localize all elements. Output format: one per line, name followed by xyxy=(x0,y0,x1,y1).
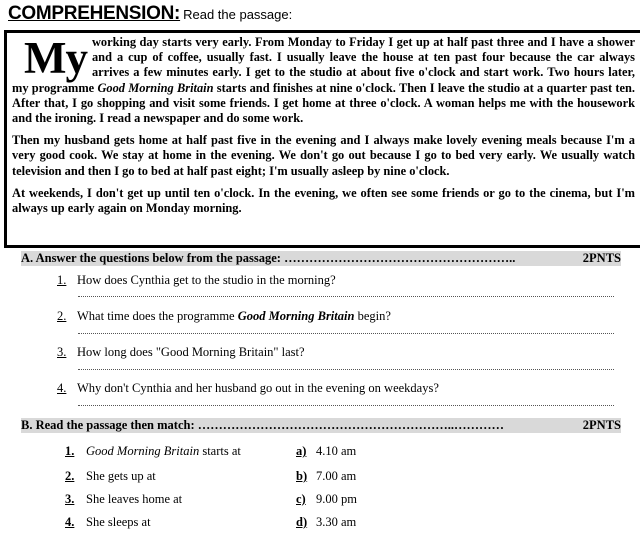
passage-paragraph-2: Then my husband gets home at half past five in the evening and I always make lovely evening meals because I'm a very good cook. We stay at home in the evening. We don't go out because I go to bed very early. We usually watch television and then I go to bed at half past eight; I'm usually asleep by nine o'clock. xyxy=(12,133,635,178)
match-text: She sleeps at xyxy=(86,515,151,529)
question-text: How long does "Good Morning Britain" last? xyxy=(77,345,305,359)
question-4 xyxy=(57,381,439,396)
match-time: 3.30 am xyxy=(316,515,357,529)
match-time: 7.00 am xyxy=(316,469,357,483)
comprehension-title: COMPREHENSION: xyxy=(8,3,181,24)
question-number: 1. xyxy=(57,273,67,287)
question-number: 3. xyxy=(57,345,67,359)
drop-cap: My xyxy=(24,33,87,83)
match-number: 2. xyxy=(65,469,75,483)
passage-paragraph-1 xyxy=(12,35,635,126)
question-number: 4. xyxy=(57,381,67,395)
programme-name: Good Morning Britain xyxy=(86,444,200,458)
match-number: 4. xyxy=(65,515,75,529)
passage-paragraph-3: At weekends, I don't get up until ten o'clock. In the evening, we often see some friends or go to the cinema, but I'm always up early again on Monday morning. xyxy=(12,185,635,216)
match-left-2 xyxy=(65,469,156,484)
section-a-title: A. Answer the questions below from the passage: ……………………………………………….. xyxy=(21,251,516,265)
answer-line-2[interactable] xyxy=(78,331,614,334)
match-left-3 xyxy=(65,492,182,507)
match-left-4 xyxy=(65,515,151,530)
question-2 xyxy=(57,309,391,324)
programme-name: Good Morning Britain xyxy=(97,80,214,95)
question-3 xyxy=(57,345,305,360)
match-letter: b) xyxy=(296,469,308,483)
match-left-1 xyxy=(65,444,241,459)
question-text: Why don't Cynthia and her husband go out in the evening on weekdays? xyxy=(77,381,439,395)
passage-text: starts and finishes at nine o'clock. Then I leave the studio at a quarter past ten. After that, I go shopping and visit some friends. I get home at three o'clock. A woman helps me with the housework and the ironing. I read a newspaper and do some work. xyxy=(12,80,635,126)
question-text: What time does the programme xyxy=(77,309,238,323)
section-b-title: B. Read the passage then match: ……………………………………………………..………… xyxy=(21,418,504,432)
question-number: 2. xyxy=(57,309,67,323)
match-text: starts at xyxy=(202,444,241,458)
programme-name: Good Morning Britain xyxy=(237,309,355,323)
match-right-a xyxy=(296,444,356,459)
question-text: begin? xyxy=(354,309,391,323)
match-right-d xyxy=(296,515,356,530)
match-number: 1. xyxy=(65,444,75,458)
match-text: She gets up at xyxy=(86,469,156,483)
match-right-c xyxy=(296,492,357,507)
question-1 xyxy=(57,273,336,288)
match-letter: d) xyxy=(296,515,308,529)
section-b-header xyxy=(21,418,621,433)
answer-line-4[interactable] xyxy=(78,403,614,406)
answer-line-3[interactable] xyxy=(78,367,614,370)
match-number: 3. xyxy=(65,492,75,506)
section-b-points: 2PNTS xyxy=(582,418,621,432)
section-a-header xyxy=(21,251,621,266)
match-right-b xyxy=(296,469,356,484)
match-text: She leaves home at xyxy=(86,492,183,506)
worksheet-heading xyxy=(8,3,292,25)
reading-passage xyxy=(4,30,640,248)
question-text: How does Cynthia get to the studio in the morning? xyxy=(77,273,336,287)
match-time: 4.10 am xyxy=(316,444,357,458)
match-time: 9.00 pm xyxy=(316,492,357,506)
answer-line-1[interactable] xyxy=(78,294,614,297)
match-letter: c) xyxy=(296,492,306,506)
match-letter: a) xyxy=(296,444,307,458)
passage-text: working day starts very early. From Monday to Friday I get up at half past three and I have a shower and a cup of coffee, usually fast. I usually leave the house at ten past four because the car always arrives a few minutes early. I get to the studio at about five o'clock and start work. Two hours later, my programme xyxy=(12,35,635,95)
section-a-points: 2PNTS xyxy=(582,251,621,265)
heading-instruction: Read the passage: xyxy=(183,7,293,22)
